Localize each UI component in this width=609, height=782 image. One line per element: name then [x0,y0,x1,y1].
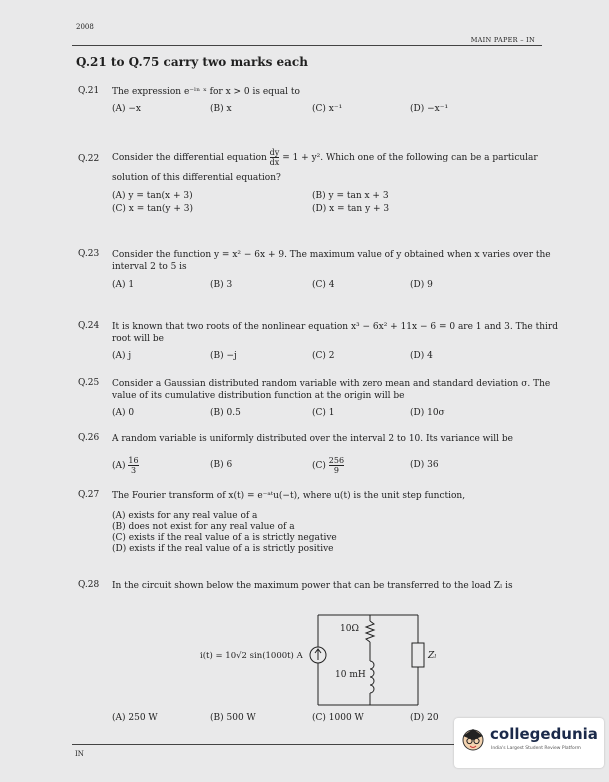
q22-fraction [270,148,280,167]
q27-option-d: (D) exists if the real value of a is strictly positive [112,544,334,554]
q25-option-a: (A) 0 [112,408,135,418]
q25-text2: value of its cumulative distribution function at the origin will be [112,391,405,401]
q22-text-b: = 1 + y². Which one of the following can be a particular [282,153,538,163]
q28-number: Q.28 [78,580,100,590]
q28-option-b: (B) 500 W [210,713,256,723]
q23-option-a: (A) 1 [112,280,135,290]
q21-option-c: (C) x⁻¹ [312,104,343,114]
q25-option-b: (B) 0.5 [210,408,241,418]
circuit-diagram [190,605,450,715]
q26-number: Q.26 [78,433,100,443]
q24-option-b: (B) −j [210,351,237,361]
q24-option-c: (C) 2 [312,351,335,361]
q23-option-d: (D) 9 [410,280,433,290]
q27-option-c: (C) exists if the real value of a is strictly negative [112,533,337,543]
q23-option-c: (C) 4 [312,280,335,290]
q26-option-a [112,456,139,475]
q24-number: Q.24 [78,321,100,331]
q25-text: Consider a Gaussian distributed random variable with zero mean and standard deviation σ. The [112,379,551,389]
q27-text: The Fourier transform of x(t) = e⁻ᵃᵗu(−t), where u(t) is the unit step function, [112,491,466,501]
q26-option-c-fraction [329,456,344,475]
q22-option-c: (C) x = tan(y + 3) [112,204,193,214]
q23-text2: interval 2 to 5 is [112,262,187,272]
q26-option-d: (D) 36 [410,460,439,470]
q28-option-a: (A) 250 W [112,713,158,723]
q23-text: Consider the function y = x² − 6x + 9. The maximum value of y obtained when x varies over the [112,250,551,260]
q21-option-b: (B) x [210,104,232,114]
q26-c-den: 9 [333,466,339,475]
section-title: Q.21 to Q.75 carry two marks each [76,55,308,69]
q28-text: In the circuit shown below the maximum power that can be transferred to the load Zₗ is [112,581,513,591]
collegedunia-logo[interactable] [454,718,604,768]
resistor-label: 10Ω [340,624,359,634]
footer-code: IN [75,750,84,758]
q27-number: Q.27 [78,490,100,500]
q21-text: The expression e⁻ˡⁿ ˣ for x > 0 is equal to [112,87,300,97]
q26-a-num: 16 [128,456,139,465]
q28-option-d: (D) 20 [410,713,439,723]
q22-option-b: (B) y = tan x + 3 [312,191,389,201]
q22-text2: solution of this differential equation? [112,173,281,183]
q26-option-b: (B) 6 [210,460,233,470]
source-label: i(t) = 10√2 sin(1000t) A [200,651,303,661]
q24-option-d: (D) 4 [410,351,433,361]
q27-option-a: (A) exists for any real value of a [112,511,258,521]
q28-option-c: (C) 1000 W [312,713,364,723]
q21-option-a: (A) −x [112,104,141,114]
student-avatar-icon [460,726,486,754]
q27-option-b: (B) does not exist for any real value of a [112,522,295,532]
q22-option-d: (D) x = tan y + 3 [312,204,390,214]
q26-c-num: 256 [328,456,345,465]
q26-option-c-label: (C) [312,461,326,471]
q26-option-c [312,456,344,475]
q23-option-b: (B) 3 [210,280,233,290]
q22-frac-num: dy [269,148,280,157]
q26-text: A random variable is uniformly distributed over the interval 2 to 10. Its variance will be [112,434,513,444]
q25-number: Q.25 [78,378,100,388]
q24-text: It is known that two roots of the nonlinear equation x³ − 6x² + 11x − 6 = 0 are 1 and 3. The third [112,322,558,332]
header-year: 2008 [76,23,94,31]
q26-option-a-fraction [128,456,138,475]
q25-option-c: (C) 1 [312,408,335,418]
header-rule [72,45,542,46]
q23-number: Q.23 [78,249,100,259]
q25-option-d: (D) 10σ [410,408,445,418]
logo-tagline: India's Largest Student Review Platform [491,746,581,751]
q24-option-a: (A) j [112,351,132,361]
q22-text-a: Consider the differential equation [112,153,267,163]
inductor-label: 10 mH [335,670,366,680]
load-label: Zₗ [428,651,437,661]
logo-name: collegedunia [490,725,598,743]
q21-number: Q.21 [78,86,100,96]
q21-option-d: (D) −x⁻¹ [410,104,449,114]
header-paper: MAIN PAPER – IN [470,36,535,44]
q26-a-den: 3 [130,466,137,475]
q22-frac-den: dx [269,158,280,167]
q22-text [112,148,538,167]
q26-option-a-label: (A) [112,461,126,471]
q22-option-a: (A) y = tan(x + 3) [112,191,193,201]
q24-text2: root will be [112,334,164,344]
q22-number: Q.22 [78,154,100,164]
